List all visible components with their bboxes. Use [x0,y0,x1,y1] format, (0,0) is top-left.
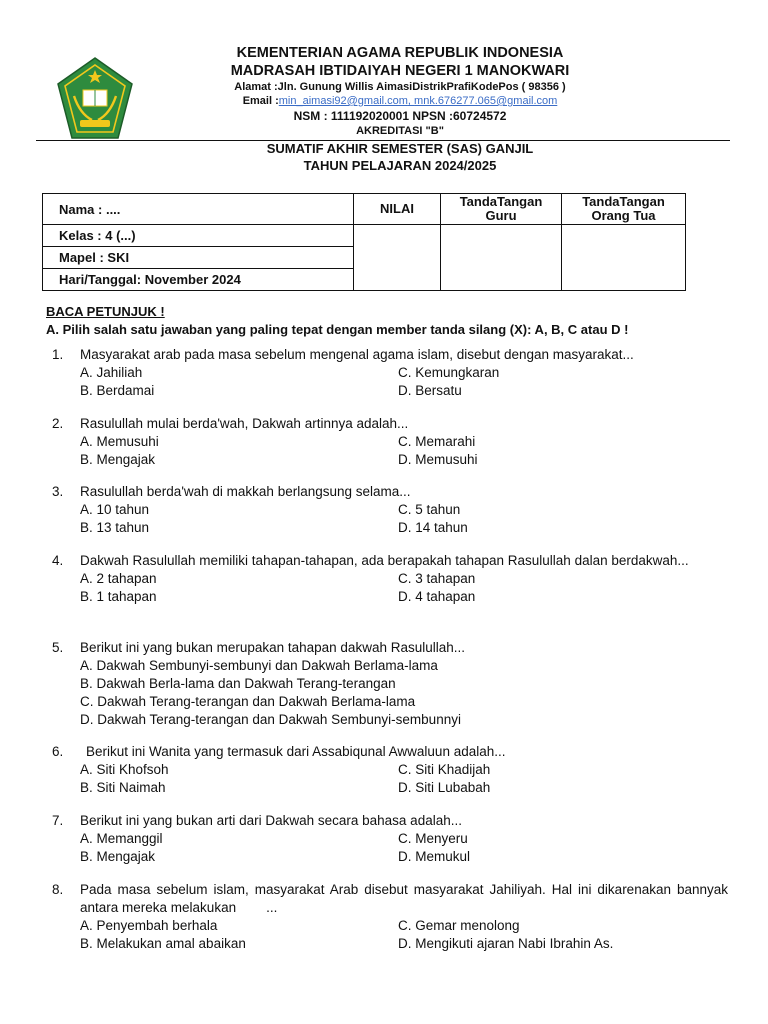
option-a[interactable]: A. 10 tahun [80,502,150,517]
option-d[interactable]: D. Memusuhi [398,452,478,467]
option-b[interactable]: B. Siti Naimah [80,780,166,795]
option-c[interactable]: C. 5 tahun [398,502,461,517]
class-field[interactable]: Kelas : 4 (...) [43,225,354,247]
question-number: 1. [52,347,64,362]
option-c[interactable]: C. Siti Khadijah [398,762,491,777]
score-box[interactable] [354,225,441,291]
option-a[interactable]: A. 2 tahapan [80,571,157,586]
question-text: Dakwah Rasulullah memiliki tahapan-tahapan, ada berapakah tahapan Rasulullah dalan berdakwah... [80,553,689,568]
kemenag-logo-icon [56,56,134,142]
option-d[interactable]: D. 14 tahun [398,520,468,535]
option-c[interactable]: C. Kemungkaran [398,365,500,380]
question-text: Rasulullah mulai berda'wah, Dakwah artinnya adalah... [80,416,409,431]
option-a[interactable]: A. Dakwah Sembunyi-sembunyi dan Dakwah Berlama-lama [80,658,438,673]
school-address: Alamat :Jln. Gunung Willis AimasiDistrikPrafiKodePos ( 98356 ) [234,81,566,93]
email-link-1[interactable]: min_aimasi92@gmail.com [278,95,408,107]
option-b[interactable]: B. Dakwah Berla-lama dan Dakwah Terang-terangan [80,676,396,691]
option-b[interactable]: B. Melakukan amal abaikan [80,936,246,951]
school-name: MADRASAH IBTIDAIYAH NEGERI 1 MANOKWARI [230,63,570,79]
question-2 [52,415,732,469]
accreditation: AKREDITASI "B" [356,125,444,137]
option-d[interactable]: D. 4 tahapan [398,589,476,604]
question-number: 6. [52,744,64,759]
email-label: Email : [242,95,279,107]
option-a[interactable]: A. Memanggil [80,831,163,846]
question-text: Masyarakat arab pada masa sebelum mengenal agama islam, disebut dengan masyarakat... [80,347,634,362]
question-text: Berikut ini yang bukan arti dari Dakwah secara bahasa adalah... [80,813,462,828]
question-1 [52,346,732,400]
exam-title: SUMATIF AKHIR SEMESTER (SAS) GANJIL [266,141,534,156]
parent-signature-header [562,194,686,225]
score-header: NILAI [354,194,441,225]
option-d[interactable]: D. Dakwah Terang-terangan dan Dakwah Sembunyi-sembunnyi [80,712,461,727]
question-text: Rasulullah berda'wah di makkah berlangsung selama... [80,484,411,499]
option-a[interactable]: A. Penyembah berhala [80,918,218,933]
email-separator: , [407,95,415,107]
question-number: 3. [52,484,64,499]
question-3 [52,483,732,537]
option-c[interactable]: C. Dakwah Terang-terangan dan Dakwah Berlama-lama [80,694,416,709]
question-number: 5. [52,640,64,655]
question-text: Pada masa sebelum islam, masyarakat Arab disebut masyarakat Jahiliyah. Hal ini dikarenakan bannyak antara mereka melakukan ... [80,882,732,915]
subject-field[interactable]: Mapel : SKI [43,247,354,269]
question-6 [52,743,732,797]
teacher-signature-line-1: TandaTangan [459,194,543,209]
section-a-instruction: A. Pilih salah satu jawaban yang paling tepat dengan member tanda silang (X): A, B, C atau D ! [46,322,629,337]
question-text: Berikut ini Wanita yang termasuk dari Assabiqunal Awwaluun adalah... [86,744,506,759]
option-d[interactable]: D. Memukul [398,849,471,864]
question-text: Berikut ini yang bukan merupakan tahapan dakwah Rasulullah... [80,640,465,655]
option-a[interactable]: A. Siti Khofsoh [80,762,169,777]
instructions-heading: BACA PETUNJUK ! [46,304,165,319]
option-c[interactable]: C. Memarahi [398,434,476,449]
option-c[interactable]: C. Gemar menolong [398,918,520,933]
option-b[interactable]: B. 13 tahun [80,520,150,535]
nsm-npsn: NSM : 111192020001 NPSN :60724572 [293,109,507,123]
option-c[interactable]: C. Menyeru [398,831,468,846]
question-number: 2. [52,416,64,431]
ministry-title: KEMENTERIAN AGAMA REPUBLIK INDONESIA [236,45,564,61]
teacher-signature-box[interactable] [441,225,562,291]
question-number: 8. [52,882,64,897]
question-7 [52,812,732,866]
option-b[interactable]: B. 1 tahapan [80,589,157,604]
option-d[interactable]: D. Bersatu [398,383,462,398]
parent-signature-line-2: Orang Tua [591,208,656,223]
option-d[interactable]: D. Siti Lubabah [398,780,491,795]
parent-signature-box[interactable] [562,225,686,291]
question-number: 4. [52,553,64,568]
option-b[interactable]: B. Mengajak [80,849,156,864]
teacher-signature-line-2: Guru [485,208,517,223]
option-d[interactable]: D. Mengikuti ajaran Nabi Ibrahin As. [398,936,614,951]
teacher-signature-header [441,194,562,225]
question-number: 7. [52,813,64,828]
question-8 [52,881,732,953]
name-field[interactable]: Nama : .... [43,194,354,225]
option-c[interactable]: C. 3 tahapan [398,571,476,586]
question-4 [52,552,732,606]
date-field[interactable]: Hari/Tanggal: November 2024 [43,269,354,291]
option-a[interactable]: A. Memusuhi [80,434,159,449]
question-5 [52,639,732,729]
option-b[interactable]: B. Mengajak [80,452,156,467]
student-identity-table [42,193,686,291]
option-b[interactable]: B. Berdamai [80,383,155,398]
school-email-line [180,95,620,107]
option-a[interactable]: A. Jahiliah [80,365,143,380]
academic-year: TAHUN PELAJARAN 2024/2025 [303,158,497,173]
email-link-2[interactable]: mnk.676277.065@gmail.com [414,95,558,107]
parent-signature-line-1: TandaTangan [582,194,665,209]
